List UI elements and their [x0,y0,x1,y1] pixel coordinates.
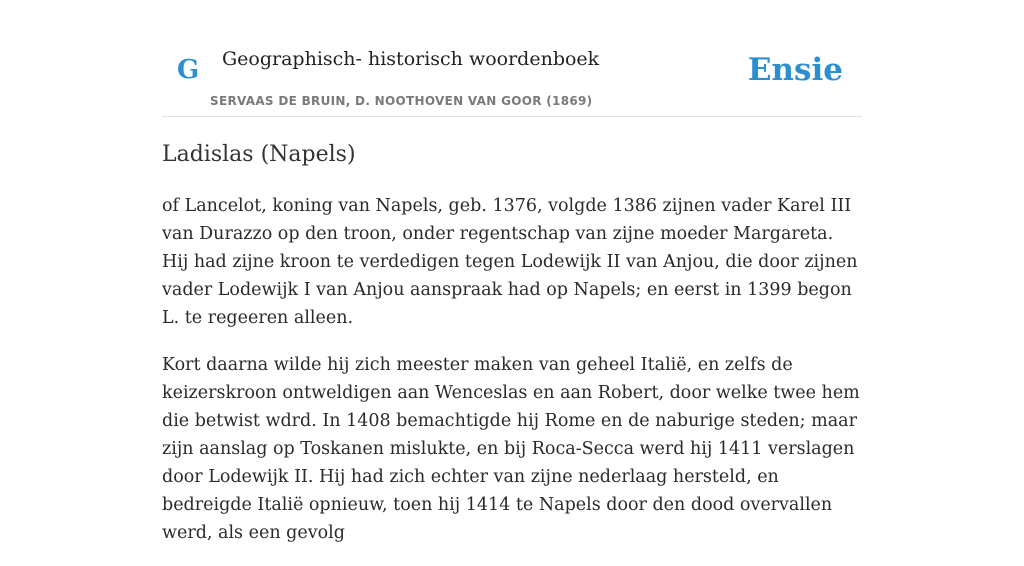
entry-paragraph: of Lancelot, koning van Napels, geb. 1376, volgde 1386 zijnen vader Karel III van Durazzo op den troon, onder regentschap van zijne moeder Margareta. Hij had zijne kroon te verdedigen tegen Lodewijk II van Anjou, die door zijnen vader Lodewijk I van Anjou aanspraak had op Napels; en eerst in 1399 begon L. te regeeren alleen. [162,196,858,328]
ensie-logo-link[interactable]: Ensie [747,52,843,88]
book-author: SERVAAS DE BRUIN, D. NOOTHOVEN VAN GOOR (1869) [210,94,593,108]
entry-title: Ladislas (Napels) [162,142,356,167]
dictionary-logo-icon[interactable]: G [177,55,200,85]
site-header [162,0,862,117]
entry-body [162,192,862,566]
book-title-link[interactable]: Geographisch- historisch woordenboek [222,48,600,70]
entry-paragraph: Kort daarna wilde hij zich meester maken van geheel Italië, en zelfs de keizerskroon ontweldigen aan Wenceslas en aan Robert, door welke twee hem die betwist wdrd. In 1408 bemachtigde hij Rome en de naburige steden; maar zijn aanslag op Toskanen mislukte, en bij Roca-Secca werd hij 1411 verslagen door Lodewijk II. Hij had zich echter van zijne nederlaag hersteld, en bedreigde Italië opnieuw, toen hij 1414 te Napels door den dood overvallen werd, als een gevolg [162,355,860,543]
